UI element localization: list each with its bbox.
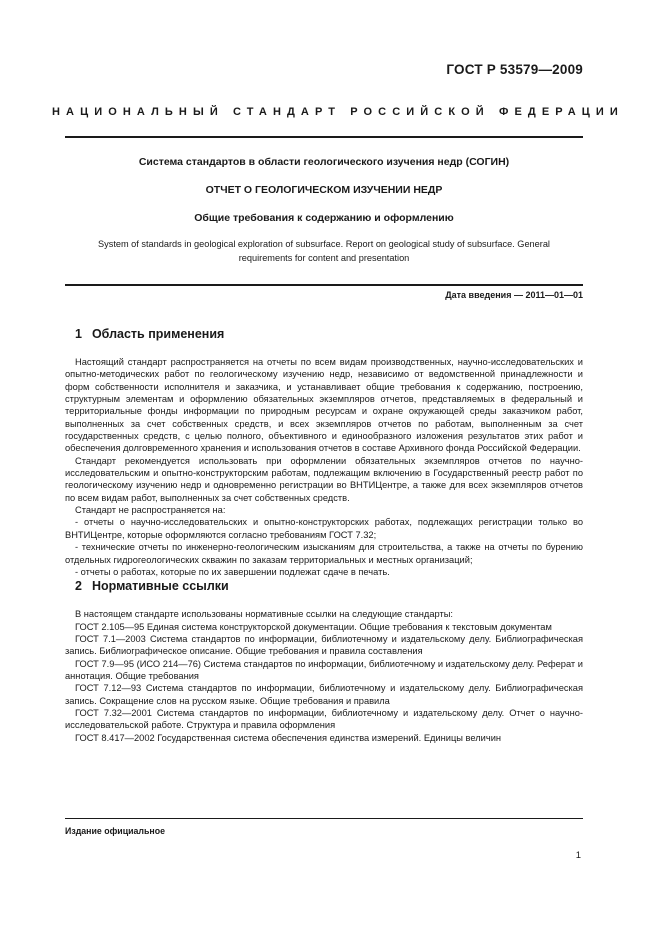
page-number: 1 xyxy=(575,850,581,861)
footer-divider xyxy=(65,818,583,819)
introduction-date: Дата введения — 2011—01—01 xyxy=(445,290,583,300)
paragraph: Стандарт не распространяется на: xyxy=(75,505,226,516)
title-divider xyxy=(65,284,583,286)
top-divider xyxy=(65,136,583,138)
reference-item: ГОСТ 7.12—93 Система стандартов по информации, библиотечному и издательскому делу. Библиографическая запись. Сокращение слов на русском языке. Общие требования и правила xyxy=(65,683,583,706)
reference-item: ГОСТ 8.417—2002 Государственная система обеспечения единства измерений. Единицы величин xyxy=(75,732,502,743)
reference-item: ГОСТ 7.32—2001 Система стандартов по информации, библиотечному и издательскому делу. Отчет о научно-исследовательской работе. Структура и правила оформления xyxy=(65,707,583,731)
section-2-heading xyxy=(65,578,583,594)
section-1-title: Область применения xyxy=(91,327,225,341)
section-1-heading xyxy=(65,326,583,342)
list-item: - отчеты о работах, которые по их завершении подлежат сдаче в печать. xyxy=(75,566,390,577)
subtitle: Общие требования к содержанию и оформлению xyxy=(194,212,454,224)
section-2-title: Нормативные ссылки xyxy=(91,579,229,594)
list-item: - технические отчеты по инженерно-геологическим изысканиям для строительства, а также на отчеты по бурению отдельных гидрогеологических скважин по заказам территориальных и местных организаций; xyxy=(65,542,583,565)
section-2-number: 2 xyxy=(75,579,82,594)
official-edition-label: Издание официальное xyxy=(65,826,165,836)
document-body xyxy=(65,326,583,744)
paragraph: Настоящий стандарт распространяется на отчеты по всем видам производственных, научно-исследовательских и опытно-методических работ по геологическому изучению недр, независимо от ведомственной принадлежности и форм собственности исполнителя и заказчика, и устанавливает общие требования к содержанию, построению, структурным элементам и оформлению обязательных экземпляров отчетов, представляемых в федеральный и территориальные фонды информации по природным ресурсам и охране окружающей среды заказчиком работ, выполненных за счет собственных средств, и всех экземпляров отчетов по работам, выполненным за счет государственных средств, с целью полного, объективного и единообразного изложения результатов этих работ и обеспечения долговременного хранения и использования отчетов в составе Архивного фонда Российской Федерации. xyxy=(65,357,583,454)
reference-item: ГОСТ 7.1—2003 Система стандартов по информации, библиотечному и издательскому делу. Библиографическая запись. Библиографическое описание. Общие требования и правила составления xyxy=(65,633,583,657)
list-item: - отчеты о научно-исследовательских и опытно-конструкторских работах, подлежащих регистрации только во ВНТИЦентре, которые оформляются согласно требованиям ГОСТ 7.32; xyxy=(65,517,583,540)
paragraph: В настоящем стандарте использованы нормативные ссылки на следующие стандарты: xyxy=(75,609,454,620)
section-1-number: 1 xyxy=(75,327,82,341)
system-title: Система стандартов в области геологического изучения недр (СОГИН) xyxy=(138,156,510,168)
reference-item: ГОСТ 7.9—95 (ИСО 214—76) Система стандартов по информации, библиотечному и издательскому делу. Реферат и аннотация. Общие требования xyxy=(65,658,583,681)
national-standard-heading: НАЦИОНАЛЬНЫЙ СТАНДАРТ РОССИЙСКОЙ ФЕДЕРАЦИИ xyxy=(52,106,624,118)
reference-item: ГОСТ 2.105—95 Единая система конструкторской документации. Общие требования к текстовым документам xyxy=(75,621,552,632)
main-title: ОТЧЕТ О ГЕОЛОГИЧЕСКОМ ИЗУЧЕНИИ НЕДР xyxy=(205,184,443,196)
english-title: System of standards in geological exploration of subsurface. Report on geological study of subsurface. General requirements for content and presentation xyxy=(98,239,550,263)
paragraph: Стандарт рекомендуется использовать при оформлении обязательных экземпляров отчетов по научно-исследовательским и опытно-конструкторским работам, подлежащим включению в Государственный реестр работ по геологическому изучению недр и одновременно регистрации во ВНТИЦентре, а также для всех экземпляров отчетов по всем видам работ, выполненных за счет собственных средств. xyxy=(65,455,583,503)
document-number: ГОСТ Р 53579—2009 xyxy=(446,62,583,77)
